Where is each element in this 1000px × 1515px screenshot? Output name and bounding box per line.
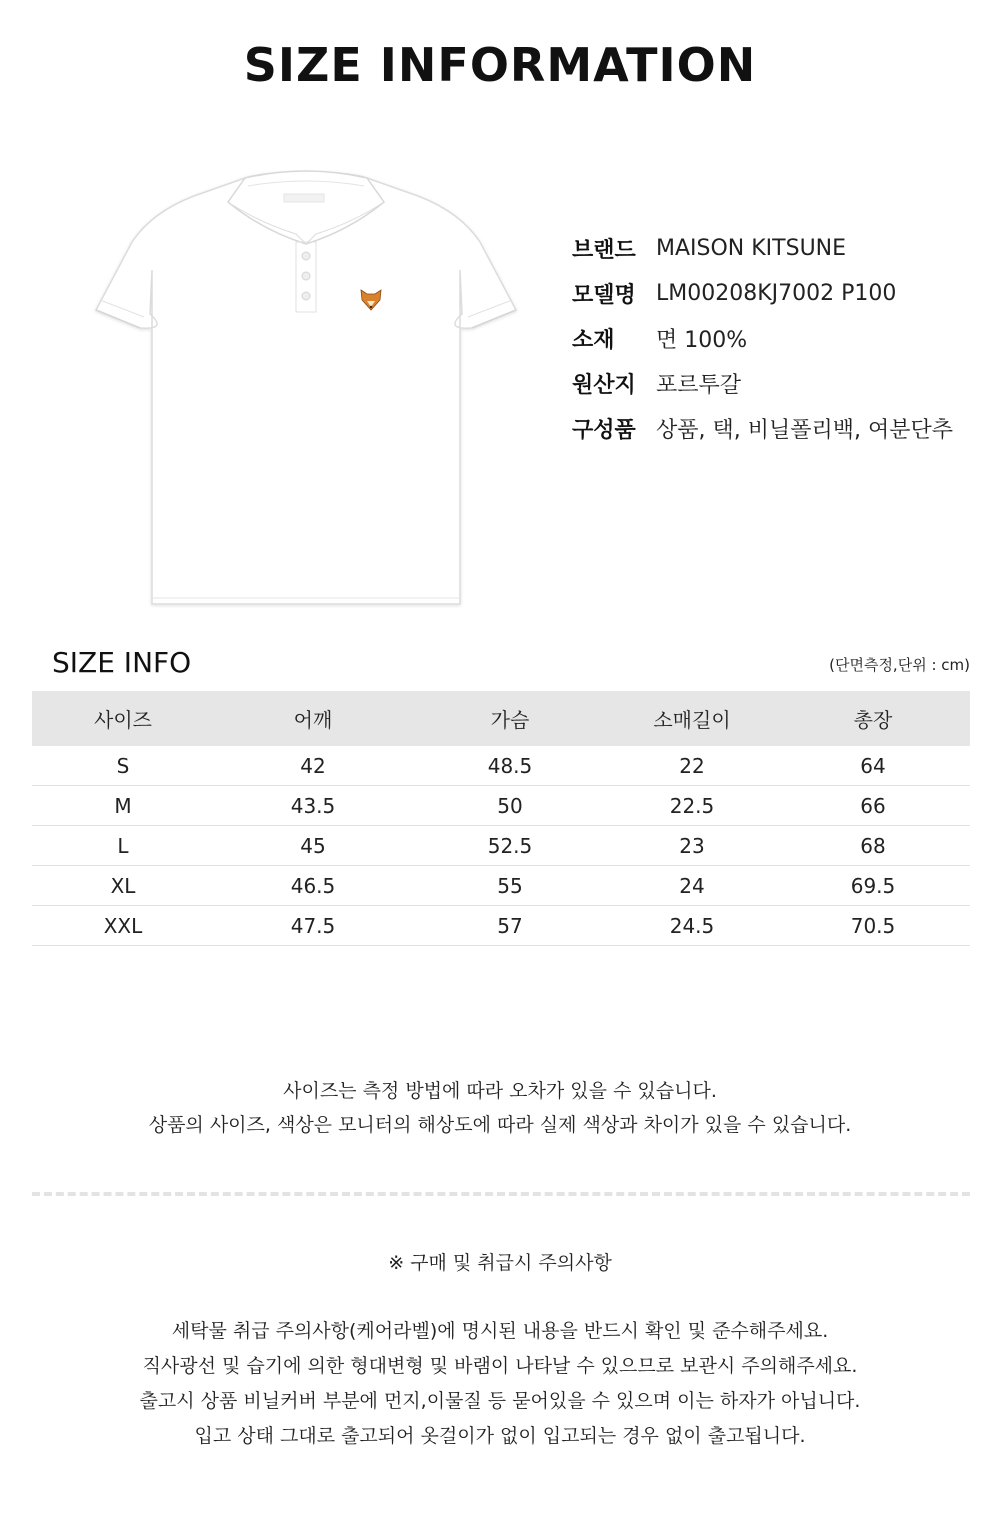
cell-shoulder: 46.5 (214, 866, 412, 906)
cell-chest: 52.5 (412, 826, 608, 866)
spec-row-brand (572, 226, 953, 271)
table-row (32, 906, 970, 946)
cell-size: M (32, 786, 214, 826)
cell-size: L (32, 826, 214, 866)
cell-chest: 55 (412, 866, 608, 906)
cell-sleeve: 22 (608, 746, 776, 786)
cell-length: 69.5 (776, 866, 970, 906)
header-shoulder: 어깨 (214, 691, 412, 746)
spec-value: 포르투갈 (656, 373, 742, 398)
spec-row-components (572, 406, 953, 451)
size-unit-note: (단면측정,단위 : cm) (829, 656, 970, 674)
size-info-heading: SIZE INFO (52, 646, 192, 679)
header-sleeve: 소매길이 (608, 691, 776, 746)
disclaimer-line: 상품의 사이즈, 색상은 모니터의 해상도에 따라 실제 색상과 차이가 있을 수 있습니다. (148, 1114, 852, 1136)
cell-length: 68 (776, 826, 970, 866)
spec-label: 구성품 (572, 418, 636, 443)
spec-row-model (572, 271, 953, 316)
spec-value: LM00208KJ7002 P100 (656, 281, 897, 306)
page-title: SIZE INFORMATION (243, 38, 757, 92)
care-line: 세탁물 취급 주의사항(케어라벨)에 명시된 내용을 반드시 확인 및 준수해주세요. (171, 1320, 829, 1342)
spec-value: 면 100% (656, 328, 748, 353)
table-row (32, 786, 970, 826)
spec-label: 원산지 (572, 373, 636, 398)
polo-shirt-icon (88, 160, 524, 610)
cell-chest: 48.5 (412, 746, 608, 786)
disclaimer (0, 1074, 1000, 1142)
spec-row-origin (572, 361, 953, 406)
cell-size: S (32, 746, 214, 786)
cell-length: 66 (776, 786, 970, 826)
dashed-divider (32, 1192, 970, 1196)
cell-length: 64 (776, 746, 970, 786)
care-notes (0, 1314, 1000, 1454)
cell-sleeve: 22.5 (608, 786, 776, 826)
spec-list (572, 226, 953, 451)
care-title: ※ 구매 및 취급시 주의사항 (388, 1252, 612, 1274)
spec-row-material (572, 316, 953, 361)
cell-size: XL (32, 866, 214, 906)
care-line: 출고시 상품 비닐커버 부분에 먼지,이물질 등 묻어있을 수 있으며 이는 하자가 아닙니다. (139, 1390, 861, 1412)
cell-sleeve: 24 (608, 866, 776, 906)
cell-shoulder: 47.5 (214, 906, 412, 946)
cell-chest: 57 (412, 906, 608, 946)
table-row (32, 826, 970, 866)
spec-value: MAISON KITSUNE (656, 236, 847, 261)
care-line: 직사광선 및 습기에 의한 형대변형 및 바램이 나타날 수 있으므로 보관시 주의해주세요. (142, 1355, 858, 1377)
table-row (32, 746, 970, 786)
spec-value: 상품, 택, 비닐폴리백, 여분단추 (656, 418, 953, 443)
spec-label: 모델명 (572, 283, 636, 308)
spec-label: 소재 (572, 328, 615, 353)
care-line: 입고 상태 그대로 출고되어 옷걸이가 없이 입고되는 경우 없이 출고됩니다. (194, 1425, 806, 1447)
table-header-row (32, 691, 970, 746)
cell-length: 70.5 (776, 906, 970, 946)
cell-size: XXL (32, 906, 214, 946)
cell-shoulder: 43.5 (214, 786, 412, 826)
cell-sleeve: 23 (608, 826, 776, 866)
product-image (88, 160, 524, 610)
size-table (32, 691, 970, 946)
cell-sleeve: 24.5 (608, 906, 776, 946)
table-row (32, 866, 970, 906)
disclaimer-line: 사이즈는 측정 방법에 따라 오차가 있을 수 있습니다. (283, 1080, 717, 1102)
header-size: 사이즈 (32, 691, 214, 746)
cell-shoulder: 42 (214, 746, 412, 786)
spec-label: 브랜드 (572, 238, 636, 263)
cell-chest: 50 (412, 786, 608, 826)
header-chest: 가슴 (412, 691, 608, 746)
header-length: 총장 (776, 691, 970, 746)
cell-shoulder: 45 (214, 826, 412, 866)
